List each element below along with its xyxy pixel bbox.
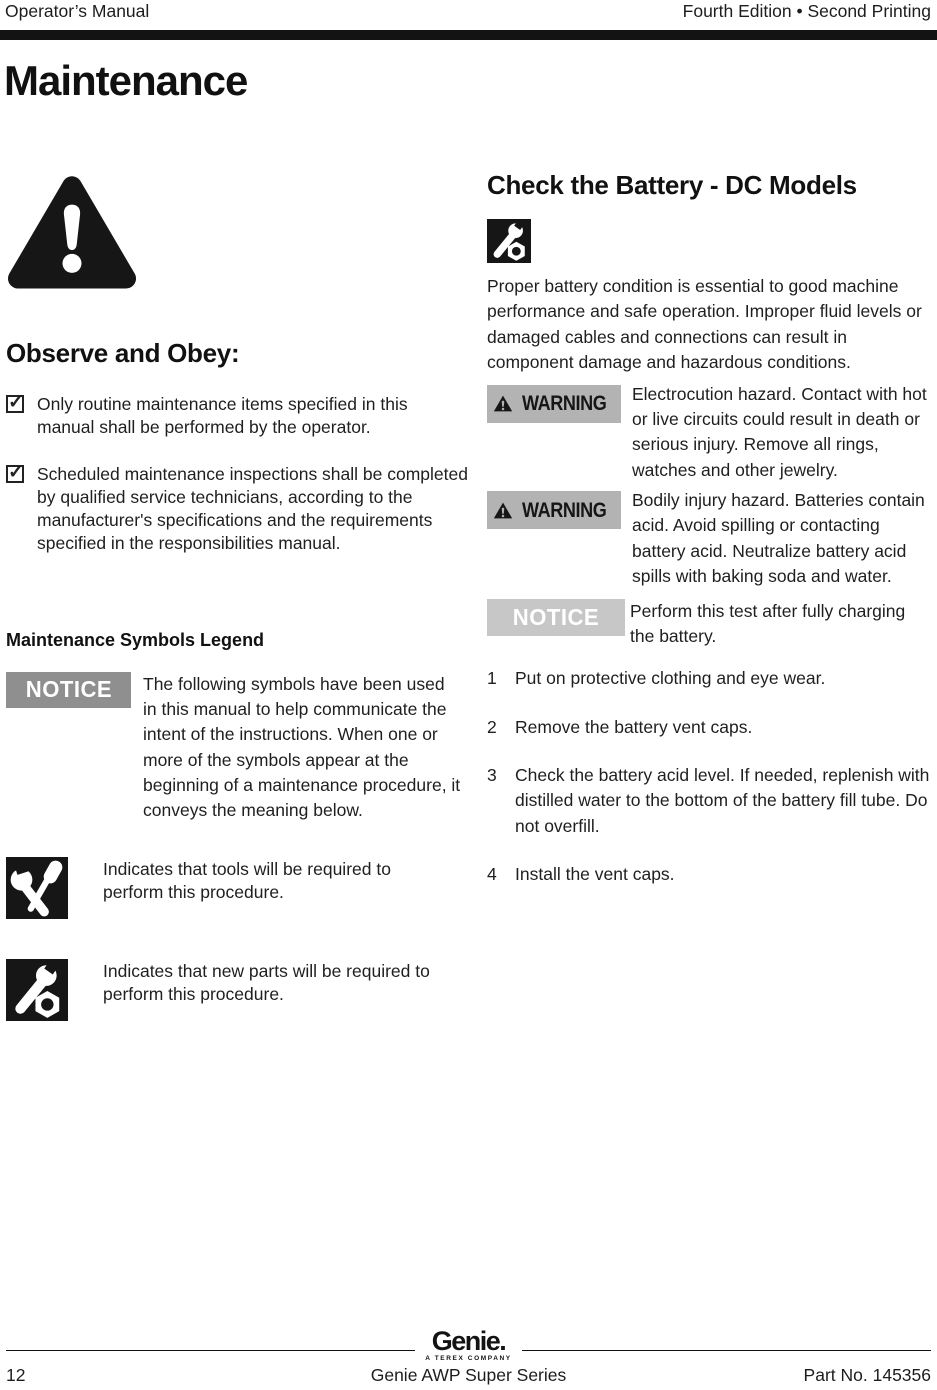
genie-logo — [415, 1325, 521, 1362]
notice-row — [487, 599, 934, 650]
warning-text: Bodily injury hazard. Batteries contain acid. Avoid spilling or contacting battery acid. Neutralize battery acid spills with baking soda and water. — [632, 490, 925, 587]
notice-badge — [6, 672, 131, 708]
observe-and-obey-heading: Observe and Obey: — [6, 338, 240, 368]
checked-checkbox-icon — [6, 395, 24, 413]
checklist-item-text: Scheduled maintenance inspections shall be completed by qualified service technicians, according to the manufacturer's specifications and the requirements specified in the responsibilities manual. — [37, 464, 468, 554]
parts-legend-row — [6, 959, 468, 1021]
warning-triangle-icon — [6, 170, 138, 300]
checklist-item-text: Only routine maintenance items specified in this manual shall be performed by the operator. — [37, 394, 408, 438]
battery-intro-text: Proper battery condition is essential to good machine performance and safe operation. Improper fluid levels or damaged cables and connections can result in component damage and hazardous conditions. — [487, 276, 922, 373]
warning-badge — [487, 491, 621, 529]
procedure-step — [487, 763, 934, 839]
tools-legend-row — [6, 857, 468, 919]
warning-badge-label: WARNING — [522, 497, 607, 522]
footer-rule — [6, 1325, 931, 1362]
step-number: 1 — [487, 668, 497, 689]
tools-legend-text: Indicates that tools will be required to perform this procedure. — [103, 858, 391, 902]
parts-icon — [6, 959, 68, 1021]
warning-text: Electrocution hazard. Contact with hot or live circuits could result in death or serious injury. Remove all rings, watches and other jewelry. — [632, 383, 927, 480]
procedure-step — [487, 666, 934, 691]
checklist-item — [6, 393, 468, 439]
step-text: Put on protective clothing and eye wear. — [515, 668, 826, 689]
parts-legend-text: Indicates that new parts will be required to perform this procedure. — [103, 960, 430, 1004]
genie-logo-subtext: A TEREX COMPANY — [425, 1355, 512, 1362]
page-header — [0, 0, 937, 30]
warning-triangle-icon — [493, 394, 513, 413]
checklist-item — [6, 463, 468, 555]
notice-text: Perform this test after fully charging the battery. — [630, 600, 906, 646]
warning-badge — [487, 385, 621, 423]
warning-row — [487, 385, 934, 484]
warning-badge-label: WARNING — [522, 391, 607, 415]
notice-badge — [487, 599, 625, 636]
notice-legend-text: The following symbols have been used in this manual to help communicate the intent of the instructions. When one or more of the symbols appear at the beginning of a maintenance procedure, it conveys the meaning below. — [143, 673, 461, 821]
step-text: Check the battery acid level. If needed, replenish with distilled water to the bottom of the battery fill tube. Do not overfill. — [515, 765, 930, 836]
step-text: Remove the battery vent caps. — [515, 716, 753, 737]
battery-section-heading: Check the Battery - DC Models — [487, 170, 857, 200]
tools-icon — [6, 857, 68, 919]
step-text: Install the vent caps. — [515, 864, 675, 885]
footer-text-row — [6, 1365, 931, 1386]
notice-legend-row — [6, 672, 468, 824]
parts-icon — [487, 218, 531, 264]
step-number: 3 — [487, 765, 497, 785]
notice-badge-label: NOTICE — [25, 676, 112, 703]
page-title: Maintenance — [4, 57, 248, 104]
step-number: 4 — [487, 864, 497, 885]
footer-center-text: Genie AWP Super Series — [370, 1365, 567, 1385]
header-right-text: Fourth Edition • Second Printing — [682, 1, 931, 21]
procedure-step — [487, 715, 934, 740]
genie-logo-text: Genie. — [431, 1325, 506, 1356]
page-footer — [0, 1325, 937, 1386]
procedure-step — [487, 862, 934, 887]
step-number: 2 — [487, 716, 497, 737]
left-column — [6, 170, 468, 1021]
right-column — [487, 170, 934, 911]
header-rule — [0, 30, 937, 40]
checked-checkbox-icon — [6, 465, 24, 483]
header-left-text: Operator’s Manual — [5, 1, 150, 21]
page-number: 12 — [6, 1365, 26, 1385]
warning-row — [487, 491, 934, 590]
warning-triangle-icon — [493, 501, 513, 520]
footer-part-number: Part No. 145356 — [803, 1365, 931, 1385]
notice-badge-label: NOTICE — [512, 603, 600, 630]
procedure-steps — [487, 666, 934, 887]
symbols-legend-heading: Maintenance Symbols Legend — [6, 629, 265, 650]
